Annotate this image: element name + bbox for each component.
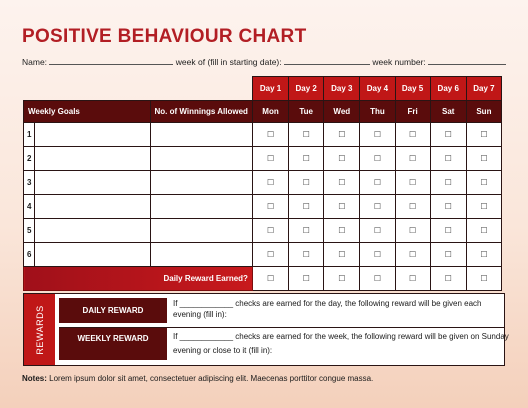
checkbox[interactable]: ☐ (360, 170, 395, 194)
reward-checkbox[interactable]: ☐ (252, 266, 288, 290)
checkbox[interactable]: ☐ (324, 170, 360, 194)
checkbox[interactable]: ☐ (466, 146, 501, 170)
goal-cell[interactable] (35, 194, 150, 218)
day-header-row (24, 77, 502, 101)
checkbox[interactable]: ☐ (324, 122, 360, 146)
checkbox[interactable]: ☐ (289, 122, 324, 146)
name-field[interactable] (49, 56, 173, 65)
weekly-goals-header: Weekly Goals (24, 100, 151, 122)
checkbox[interactable]: ☐ (252, 242, 288, 266)
checkbox[interactable]: ☐ (252, 146, 288, 170)
goal-cell[interactable] (35, 218, 150, 242)
winnings-cell[interactable] (150, 218, 252, 242)
checkbox[interactable]: ☐ (360, 218, 395, 242)
reward-checkbox[interactable]: ☐ (430, 266, 466, 290)
row-number: 2 (24, 146, 35, 170)
checkbox[interactable]: ☐ (360, 242, 395, 266)
checkbox[interactable]: ☐ (466, 170, 501, 194)
week-of-field[interactable] (284, 56, 370, 65)
page-title: POSITIVE BEHAVIOUR CHART (22, 26, 307, 47)
checkbox[interactable]: ☐ (395, 122, 430, 146)
weekday-header: Mon (252, 100, 288, 122)
reward-checkbox[interactable]: ☐ (324, 266, 360, 290)
checkbox[interactable]: ☐ (466, 218, 501, 242)
week-of-label: week of (fill in starting date): (175, 57, 282, 67)
goal-cell[interactable] (35, 170, 150, 194)
checkbox[interactable]: ☐ (289, 146, 324, 170)
checkbox[interactable]: ☐ (324, 218, 360, 242)
day-header: Day 7 (466, 77, 501, 101)
goal-row (24, 218, 502, 242)
weekday-header: Thu (360, 100, 395, 122)
winnings-cell[interactable] (150, 170, 252, 194)
weekday-header: Fri (395, 100, 430, 122)
checkbox[interactable]: ☐ (252, 218, 288, 242)
checkbox[interactable]: ☐ (430, 170, 466, 194)
checkbox[interactable]: ☐ (289, 218, 324, 242)
checkbox[interactable]: ☐ (430, 242, 466, 266)
reward-checkbox[interactable]: ☐ (289, 266, 324, 290)
daily-reward-text[interactable]: If ____________ checks are earned for the day, the following reward will be given each evening (fill in): (173, 299, 482, 319)
checkbox[interactable]: ☐ (252, 170, 288, 194)
day-header: Day 3 (324, 77, 360, 101)
column-header-row (24, 100, 502, 122)
day-header: Day 6 (430, 77, 466, 101)
checkbox[interactable]: ☐ (430, 146, 466, 170)
notes (22, 374, 373, 383)
rewards-tab (24, 294, 55, 365)
goal-row (24, 242, 502, 266)
checkbox[interactable]: ☐ (395, 194, 430, 218)
checkbox[interactable]: ☐ (395, 146, 430, 170)
checkbox[interactable]: ☐ (430, 194, 466, 218)
goal-cell[interactable] (35, 146, 150, 170)
row-number: 6 (24, 242, 35, 266)
checkbox[interactable]: ☐ (289, 170, 324, 194)
day-header: Day 1 (252, 77, 288, 101)
week-number-field[interactable] (428, 56, 506, 65)
checkbox[interactable]: ☐ (252, 122, 288, 146)
row-number: 4 (24, 194, 35, 218)
rewards-tab-label: REWARDS (34, 304, 45, 355)
checkbox[interactable]: ☐ (324, 194, 360, 218)
checkbox[interactable]: ☐ (360, 146, 395, 170)
day-header: Day 5 (395, 77, 430, 101)
winnings-cell[interactable] (150, 122, 252, 146)
winnings-cell[interactable] (150, 194, 252, 218)
winnings-cell[interactable] (150, 146, 252, 170)
checkbox[interactable]: ☐ (252, 194, 288, 218)
daily-reward-earned-label: Daily Reward Earned? (24, 266, 253, 290)
checkbox[interactable]: ☐ (430, 122, 466, 146)
checkbox[interactable]: ☐ (466, 242, 501, 266)
header-fields (22, 56, 506, 67)
checkbox[interactable]: ☐ (430, 218, 466, 242)
goal-row (24, 122, 502, 146)
weekly-reward-text[interactable] (173, 328, 509, 356)
weekday-header: Sat (430, 100, 466, 122)
checkbox[interactable]: ☐ (466, 194, 501, 218)
checkbox[interactable]: ☐ (395, 242, 430, 266)
winnings-header: No. of Winnings Allowed (150, 100, 252, 122)
checkbox[interactable]: ☐ (360, 122, 395, 146)
goal-row (24, 146, 502, 170)
daily-reward-label: DAILY REWARD (59, 298, 167, 323)
row-number: 5 (24, 218, 35, 242)
name-label: Name: (22, 57, 48, 67)
weekly-reward-text-line-2: evening or close to it (fill in): (173, 346, 273, 355)
daily-reward-row (24, 266, 502, 290)
checkbox[interactable]: ☐ (395, 218, 430, 242)
weekly-reward-label: WEEKLY REWARD (59, 328, 167, 360)
notes-text: Lorem ipsum dolor sit amet, consectetuer adipiscing elit. Maecenas porttitor congue massa. (49, 374, 374, 383)
rewards-section (23, 293, 509, 366)
weekday-header: Tue (289, 100, 324, 122)
checkbox[interactable]: ☐ (466, 122, 501, 146)
row-number: 3 (24, 170, 35, 194)
weekday-header: Wed (324, 100, 360, 122)
behaviour-table (23, 76, 502, 291)
reward-checkbox[interactable]: ☐ (395, 266, 430, 290)
day-header-spacer (24, 77, 253, 101)
goal-cell[interactable] (35, 122, 150, 146)
goal-cell[interactable] (35, 242, 150, 266)
weekly-reward-text-line-1: If ____________ checks are earned for the week, the following reward will be given on Sunday (173, 332, 509, 341)
goal-row (24, 194, 502, 218)
checkbox[interactable]: ☐ (360, 194, 395, 218)
checkbox[interactable]: ☐ (395, 170, 430, 194)
notes-label: Notes: (22, 374, 47, 383)
reward-checkbox[interactable]: ☐ (466, 266, 501, 290)
winnings-cell[interactable] (150, 242, 252, 266)
weekday-header: Sun (466, 100, 501, 122)
day-header: Day 2 (289, 77, 324, 101)
checkbox[interactable]: ☐ (324, 242, 360, 266)
checkbox[interactable]: ☐ (324, 146, 360, 170)
checkbox[interactable]: ☐ (289, 194, 324, 218)
goal-row (24, 170, 502, 194)
reward-checkbox[interactable]: ☐ (360, 266, 395, 290)
week-number-label: week number: (372, 57, 426, 67)
row-number: 1 (24, 122, 35, 146)
day-header: Day 4 (360, 77, 395, 101)
checkbox[interactable]: ☐ (289, 242, 324, 266)
